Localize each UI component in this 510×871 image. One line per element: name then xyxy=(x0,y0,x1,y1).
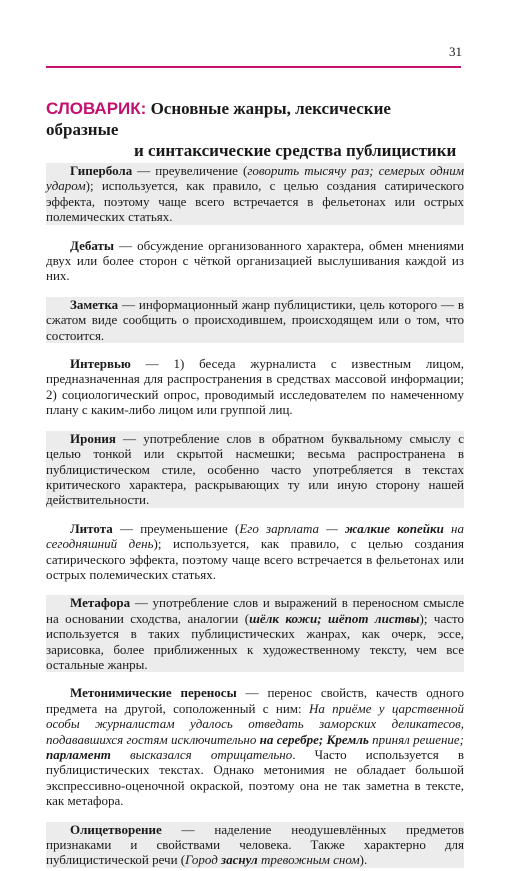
glossary-entry xyxy=(46,297,464,343)
entry-text: — употребление слов в обратном буквальному смыслу с целью тонкой или скрытой насмешки; весьма распространена в публицистическом стиле, особенно часто употребляется в текстах критического характера, раскрывающих ту или иную сторону нашей действительности. xyxy=(46,430,464,508)
glossary-term: Заметка xyxy=(70,296,119,312)
glossary-entry xyxy=(46,822,464,868)
entry-text: на серебре; Кремль xyxy=(259,731,369,747)
glossary-entry xyxy=(46,431,464,508)
entry-text: шёлк кожи; шёпот листвы xyxy=(249,610,420,626)
glossary-entry xyxy=(46,685,464,808)
entry-text: ). xyxy=(359,852,368,868)
entry-text: — 1) беседа журналиста с известным лицом, предназначенная для распространения в средствах массовой информации; 2) социологический опрос, проводимый исследователем по намеченному плану с каким-либо лицом или группой лиц. xyxy=(46,356,464,418)
entry-text: — преувеличение ( xyxy=(132,163,248,178)
entry-text: ); часто используется в таких публицистических жанрах, как очерк, эссе, зарисовка, более приближенных к художественному тексту, чем все остальные жанры. xyxy=(46,610,464,672)
glossary-term: Дебаты xyxy=(70,237,115,253)
entry-text: — обсуждение организованного характера, обмен мнениями двух или более сторон с чёткой организацией выслушивания каждой из них. xyxy=(46,237,464,284)
page-number: 31 xyxy=(449,44,462,59)
entry-text: заснул xyxy=(221,852,258,868)
glossary-term: Метафора xyxy=(70,595,131,611)
glossary-term: Ирония xyxy=(70,430,116,446)
entry-text: на сегодняшний день xyxy=(46,520,464,552)
entry-text: говорить тысячу раз; семерых одним ударом xyxy=(46,163,464,194)
entry-text: — преуменьшение ( xyxy=(112,520,240,536)
entry-text: ); используется, как правило, с целью создания сатирического эффекта, поэтому чаще всего встречается в фельетонах или острых полемических статьях. xyxy=(46,178,464,225)
glossary-entry xyxy=(46,595,464,672)
entry-text: принял решение; xyxy=(368,731,465,747)
glossary-entries xyxy=(46,150,464,871)
glossary-term: Метонимические переносы xyxy=(70,685,237,701)
glossary-entry xyxy=(46,521,464,583)
glossary-term: Литота xyxy=(70,520,113,536)
glossary-entry xyxy=(46,356,464,418)
entry-text: парламент xyxy=(46,747,111,762)
heading-title-line-2: и синтаксические средства публицистики xyxy=(134,141,457,160)
entry-text: Его зарплата — xyxy=(239,520,345,536)
entry-text: жалкие копейки xyxy=(345,520,444,536)
heading-title-line-1: Основные жанры, лексические образные xyxy=(46,99,391,139)
entry-text: . Часто используется в публицистических текстах. Однако метонимия не обладает большой экспрессивно-оценочной окраской, поэтому она не так заметна в тексте, как метафора. xyxy=(46,747,464,809)
header-rule xyxy=(46,66,461,68)
entry-text: Город xyxy=(185,852,222,868)
entry-text: — наделение неодушевлённых предметов признаками и свойствами человека. Также характерно для публицистической речи ( xyxy=(46,821,464,868)
glossary-term: Олицетворение xyxy=(70,821,162,837)
entry-text: — перенос свойств, качеств одного предмета на другой, соположенный с ним: xyxy=(46,685,464,716)
glossary-entry xyxy=(46,163,464,225)
entry-text: высказался отрицательно xyxy=(110,747,293,762)
glossary-term: Гипербола xyxy=(70,163,133,178)
entry-text: На приёме у царственной особы журналистам удалось отведать заморских деликатесов, подававшихся гостям исключительно xyxy=(46,700,465,747)
entry-text: ); используется, как правило, с целью создания сатирического эффекта, поэтому чаще всего встречается в фельетонах или острых полемических статьях. xyxy=(46,536,464,582)
entry-text: — употребление слов и выражений в переносном смысле на основании сходства, аналогии ( xyxy=(46,595,464,626)
glossary-entry xyxy=(46,238,464,284)
entry-text: — информационный жанр публицистики, цель которого — в сжатом виде сообщить о происходившем, происходящем или о том, что состоится. xyxy=(46,296,464,343)
glossary-term: Интервью xyxy=(70,356,131,372)
entry-text: тревожным сном xyxy=(257,852,360,868)
heading-label: СЛОВАРИК: xyxy=(46,99,147,118)
